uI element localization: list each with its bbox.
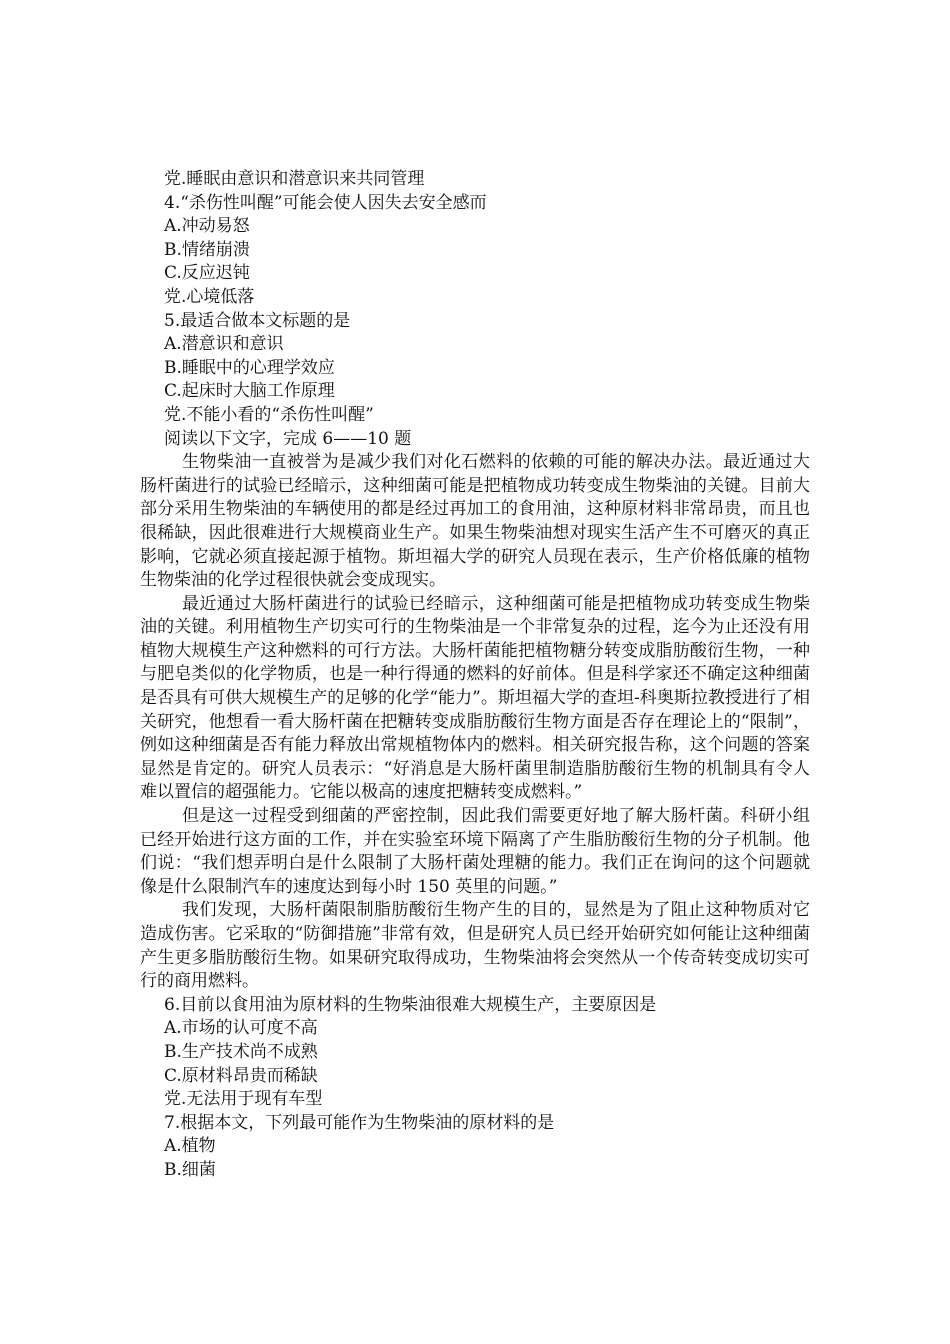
option-a-q4: A.冲动易怒 bbox=[164, 216, 250, 237]
question-6: 6.目前以食用油为原材料的生物柴油很难大规模生产，主要原因是 bbox=[164, 994, 657, 1015]
option-d-q6: 党.无法用于现有车型 bbox=[164, 1089, 323, 1110]
option-c-q6: C.原材料昂贵而稀缺 bbox=[164, 1065, 318, 1086]
option-b-q5: B.睡眠中的心理学效应 bbox=[164, 357, 335, 378]
option-d-q4: 党.心境低落 bbox=[164, 286, 255, 307]
option-a-q5: A.潜意识和意识 bbox=[164, 334, 284, 355]
option-b-q7: B.细菌 bbox=[164, 1159, 216, 1180]
question-5: 5.最适合做本文标题的是 bbox=[164, 310, 351, 331]
option-c-q4: C.反应迟钝 bbox=[164, 263, 250, 284]
option-d-q5: 党.不能小看的“杀伤性叫醒” bbox=[164, 404, 374, 425]
option-b-q4: B.情绪崩溃 bbox=[164, 239, 250, 260]
passage-paragraph-3: 但是这一过程受到细菌的严密控制，因此我们需要更好地了解大肠杆菌。科研小组已经开始进行这方面的工作，并在实验室环境下隔离了产生脂肪酸衍生物的分子机制。他们说：“我们想弄明白是什么限制了大肠杆菌处理糖的能力。我们正在询问的这个问题就像是什么限制汽车的速度达到每小时 150 英里的问题。” bbox=[140, 806, 810, 897]
passage-paragraph-4: 我们发现，大肠杆菌限制脂肪酸衍生物产生的目的，显然是为了阻止这种物质对它造成伤害。它采取的“防御措施”非常有效，但是研究人员已经开始研究如何能让这种细菌产生更多脂肪酸衍生物。如果研究取得成功，生物柴油将会突然从一个传奇转变成切实可行的商用燃料。 bbox=[140, 900, 810, 992]
question-4: 4.“杀伤性叫醒”可能会使人因失去安全感而 bbox=[164, 192, 487, 213]
option-c-q5: C.起床时大脑工作原理 bbox=[164, 381, 335, 402]
option-a-q7: A.植物 bbox=[164, 1136, 216, 1157]
passage-paragraph-2: 最近通过大肠杆菌进行的试验已经暗示，这种细菌可能是把植物成功转变成生物柴油的关键。利用植物生产切实可行的生物柴油是一个非常复杂的过程，迄今为止还没有用植物大规模生产这种燃料的可行方法。大肠杆菌能把植物糖分转变成脂肪酸衍生物，一种与肥皂类似的化学物质，也是一种行得通的燃料的好前体。但是科学家还不确定这种细菌是否具有可供大规模生产的足够的化学“能力”。斯坦福大学的查坦-科奥斯拉教授进行了相关研究，他想看一看大肠杆菌在把糖转变成脂肪酸衍生物方面是否存在理论上的“限制”，例如这种细菌是否有能力释放出常规植物体内的燃料。相关研究报告称，这个问题的答案显然是肯定的。研究人员表示：“好消息是大肠杆菌里制造脂肪酸衍生物的机制具有令人难以置信的超强能力。它能以极高的速度把糖转变成燃料。” bbox=[140, 593, 810, 803]
reading-instruction: 阅读以下文字，完成 6——10 题 bbox=[164, 428, 412, 449]
question-7: 7.根据本文，下列最可能作为生物柴油的原材料的是 bbox=[164, 1112, 555, 1133]
option-b-q6: B.生产技术尚不成熟 bbox=[164, 1041, 318, 1062]
option-a-q6: A.市场的认可度不高 bbox=[164, 1018, 318, 1039]
passage-paragraph-1: 生物柴油一直被誉为是减少我们对化石燃料的依赖的可能的解决办法。最近通过大肠杆菌进行的试验已经暗示，这种细菌可能是把植物成功转变成生物柴油的关键。目前大部分采用生物柴油的车辆使用的都是经过再加工的食用油，这种原材料非常昂贵，而且也很稀缺，因此很难进行大规模商业生产。如果生物柴油想对现实生活产生不可磨灭的真正影响，它就必须直接起源于植物。斯坦福大学的研究人员现在表示，生产价格低廉的植物生物柴油的化学过程很快就会变成现实。 bbox=[140, 452, 810, 591]
document-body bbox=[140, 168, 810, 1183]
option-d-q3: 党.睡眠由意识和潜意识来共同管理 bbox=[164, 169, 425, 189]
